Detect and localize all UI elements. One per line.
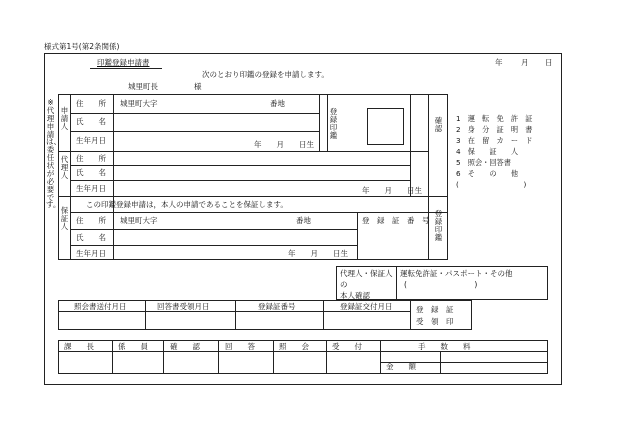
addressee-honorific: 様 [194,82,202,91]
applicant-name-label: 氏 名 [76,117,106,126]
cert-receipt-label-1: 登 録 証 [416,305,454,314]
cert-issue-date-label: 登録証交付月日 [340,302,393,311]
guarantor-address-value[interactable]: 城里町大字 [120,216,158,225]
cert-receipt-label-2: 受 領 印 [416,317,454,326]
guarantor-birth-suffix: 年 月 日生 [288,249,348,258]
verification-label-line2: の [340,280,348,289]
guarantor-seal-label: 登録印鑑 [434,209,443,242]
approval-reception: 受 付 [332,342,362,351]
applicant-section-label: 申請人 [60,106,69,131]
guarantor-section-label: 保証人 [60,206,69,231]
applicant-address-label: 住 所 [76,99,106,108]
date-month-label: 月 [521,58,529,67]
id-item-other-paren[interactable]: ( ) [456,180,527,189]
id-check-label-top: 確認 [434,116,443,133]
approval-staff: 係 員 [118,342,148,351]
id-item-5[interactable]: 5 照会・回答書 [456,158,511,167]
seal-stamp-box[interactable] [367,108,404,145]
guarantor-statement: この印鑑登録申請は，本人の申請であることを保証します。 [86,200,288,209]
guarantor-birth-label: 生年月日 [76,249,106,258]
applicant-banchi: 番地 [270,99,285,108]
guarantor-cert-no-label: 登 録 証 番 号 [362,216,430,225]
form-title: 印鑑登録申請書 [97,58,150,67]
id-item-2[interactable]: 2 身 分 証 明 書 [456,125,533,134]
approval-reply: 回 答 [225,342,255,351]
guarantor-address-label: 住 所 [76,216,106,225]
proxy-section-label: 代理人 [60,155,69,180]
proxy-birth-suffix: 年 月 日生 [362,186,422,195]
fee-label: 手 数 料 [418,342,471,351]
amount-label: 金 額 [386,362,416,371]
applicant-birth-label: 生年月日 [76,136,106,145]
proxy-address-label: 住 所 [76,154,106,163]
verification-option[interactable]: 運転免許証・パスポート・その他 [400,269,513,278]
approval-section-chief: 課 長 [64,342,94,351]
id-item-6[interactable]: 6 そ の 他 [456,169,519,178]
approval-inquiry: 照 会 [279,342,309,351]
intro-text: 次のとおり印鑑の登録を申請します。 [202,70,329,79]
title-underline [90,68,162,69]
verification-label-line1: 代理人・保証人 [340,269,393,278]
verification-paren[interactable]: ( ) [404,280,478,289]
date-day-label: 日 [545,58,553,67]
reg-seal-label: 登録印鑑 [329,107,338,140]
id-item-1[interactable]: 1 運 転 免 許 証 [456,114,533,123]
applicant-birth-suffix: 年 月 日生 [254,140,314,149]
verification-label-line3: 本人確認 [340,291,370,300]
date-year-label: 年 [495,58,503,67]
id-item-4[interactable]: 4 保 証 人 [456,147,519,156]
id-item-3[interactable]: 3 在 留 カ ー ド [456,136,533,145]
proxy-name-label: 氏 名 [76,168,106,177]
inquiry-date-label: 照会書送付月日 [74,302,127,311]
guarantor-name-label: 氏 名 [76,233,106,242]
addressee-name: 城里町長 [128,82,158,91]
reply-date-label: 回答書受領月日 [157,302,210,311]
approval-confirm: 確 認 [170,342,200,351]
guarantor-banchi: 番地 [296,216,311,225]
applicant-address-value[interactable]: 城里町大字 [120,99,158,108]
proxy-birth-label: 生年月日 [76,184,106,193]
form-number: 様式第1号(第2条関係) [44,42,120,51]
proxy-note: ※代理申請は、委任状が必要です。 [46,98,61,210]
cert-number-label: 登録証番号 [258,302,296,311]
